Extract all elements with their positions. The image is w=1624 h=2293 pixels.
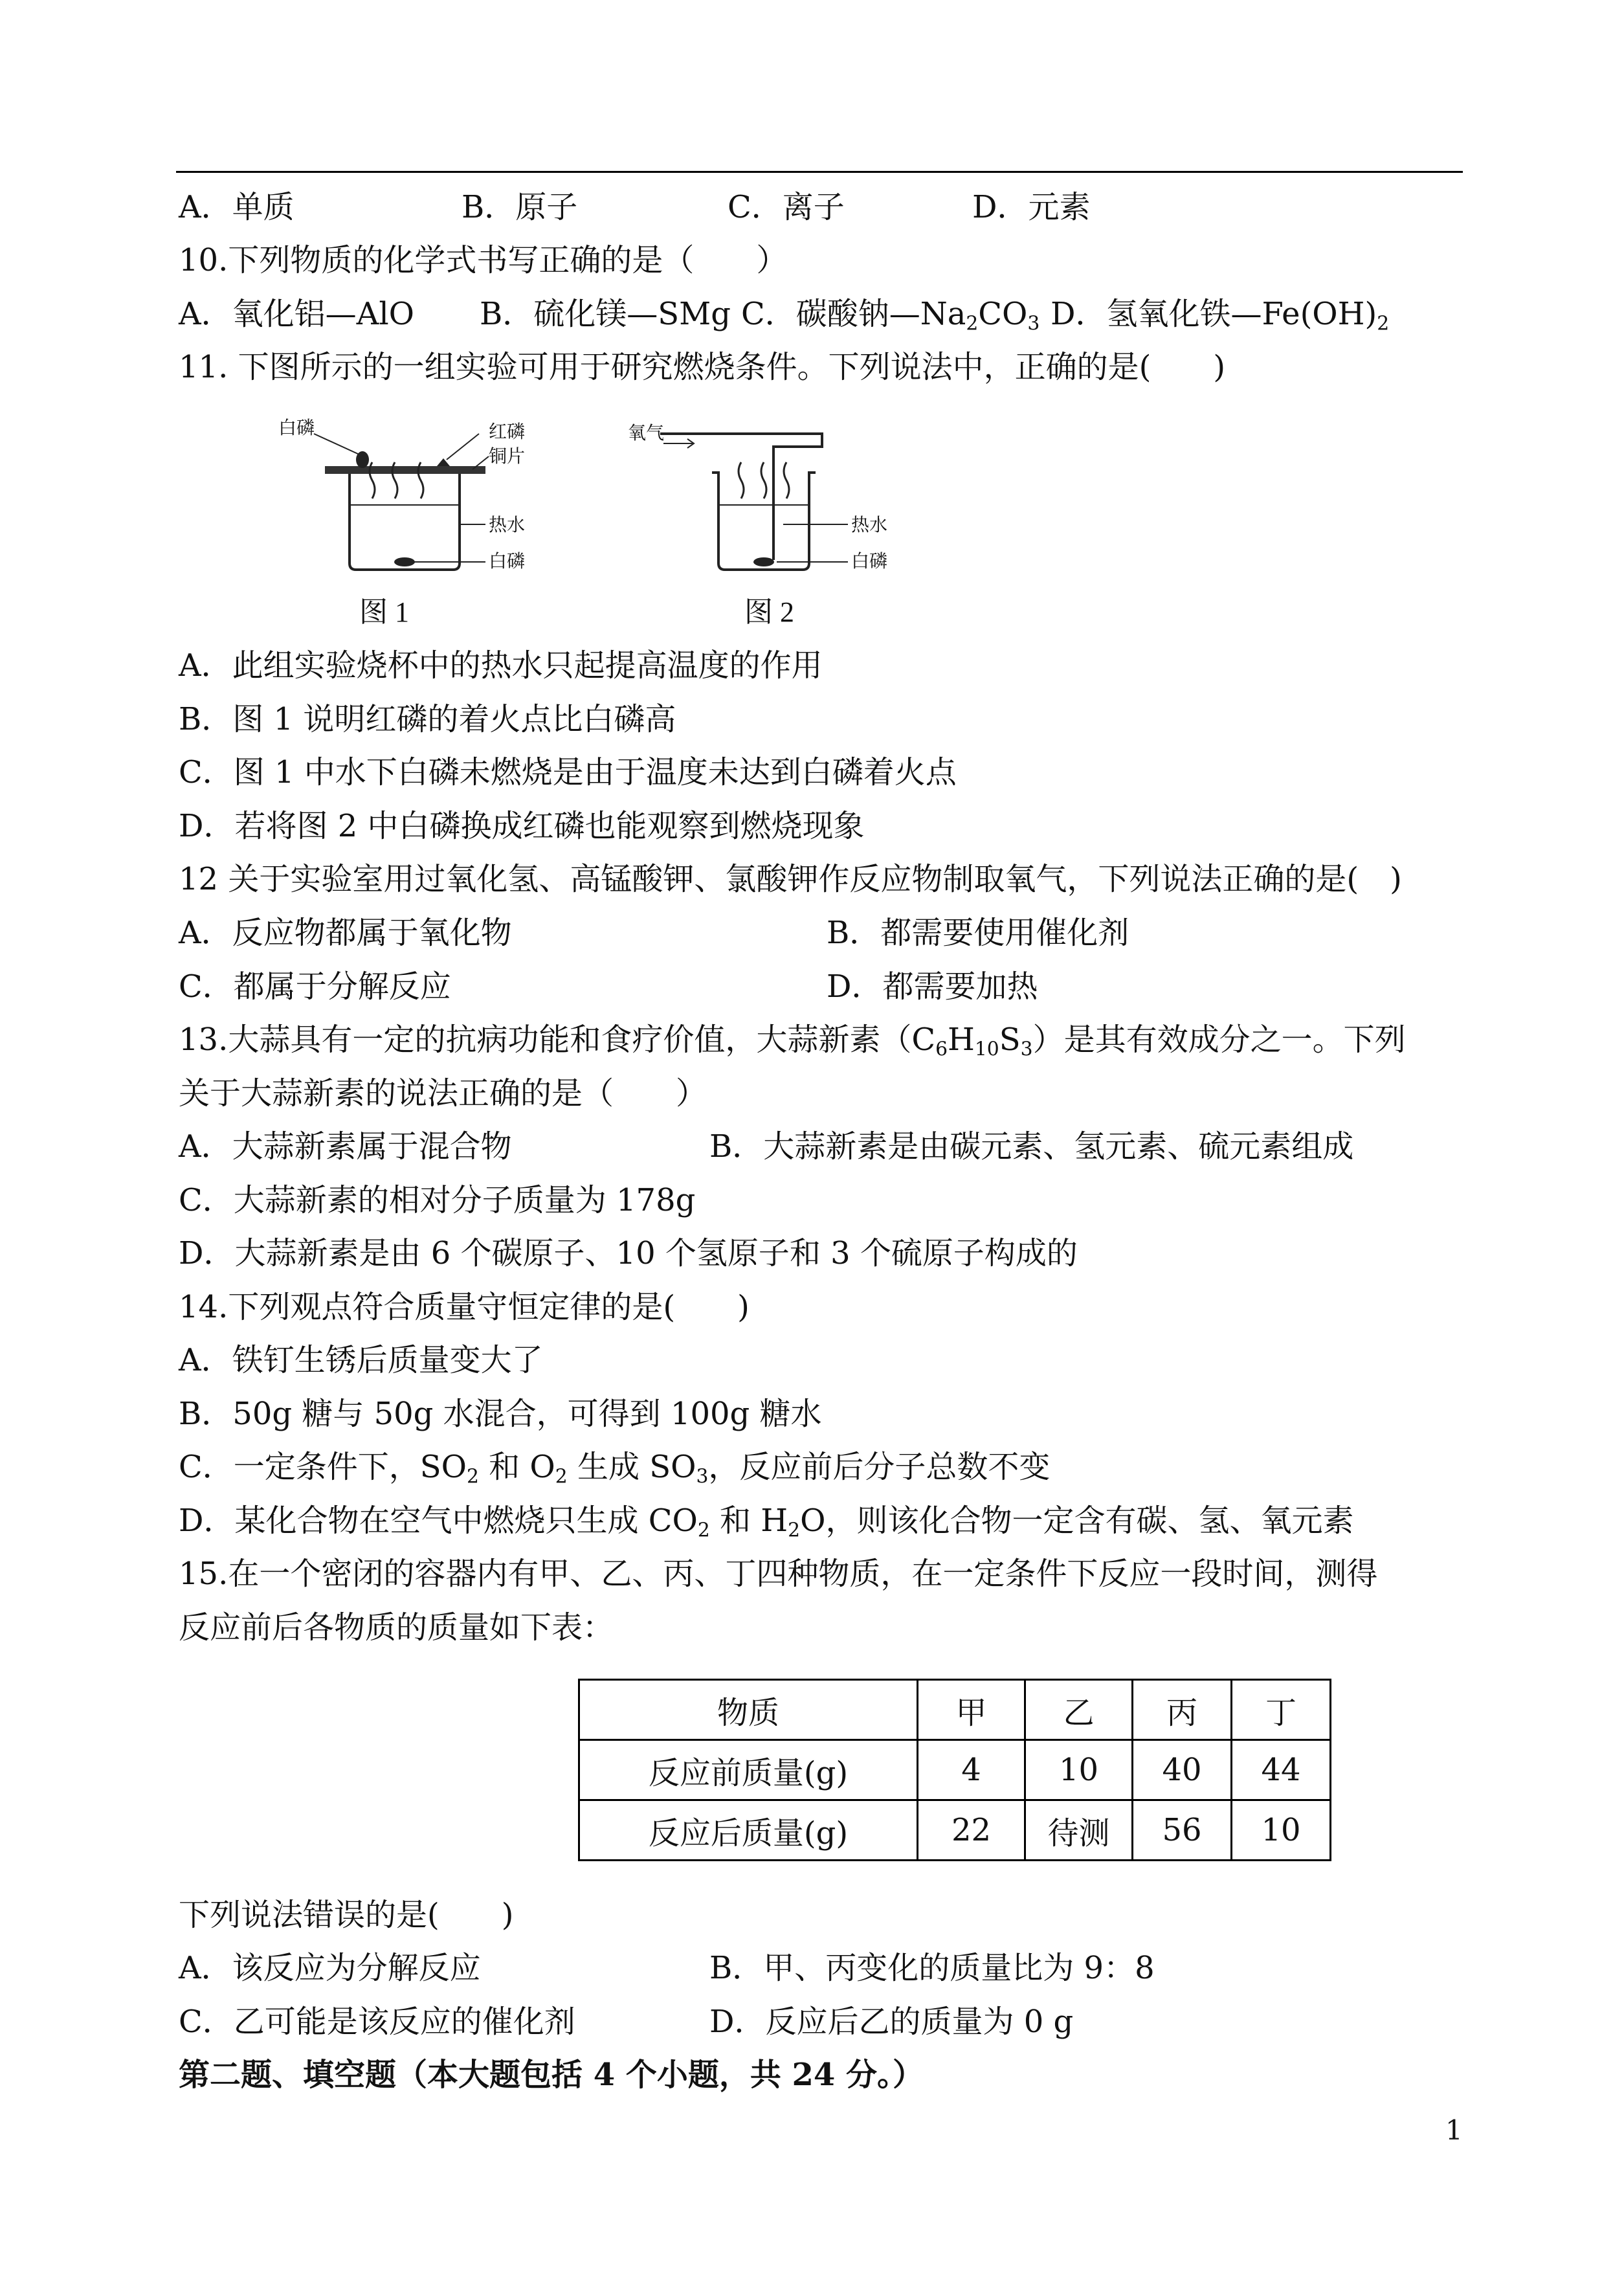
fig1-label-white-phosphorus-top: 白磷: [278, 418, 315, 438]
mass-table: [578, 1679, 1331, 1861]
q13-stem-line1: 13.大蒜具有一定的抗病功能和食疗价值，大蒜新素$(C_6H_{10}S_3)$是其有效成分之一。下列: [179, 1022, 1406, 1061]
q15-option-d: D．反应后乙的质量为 0 g: [709, 2004, 1074, 2040]
table-cell: 待测: [1025, 1800, 1133, 1861]
q12-options-row1: [179, 913, 1129, 952]
fig2-label-oxygen: 氧气: [628, 423, 665, 443]
q15-question: 下列说法错误的是( ): [179, 1897, 514, 1933]
fig2-label-white-phosphorus: 白磷: [851, 552, 888, 572]
table-cell: 10: [1025, 1740, 1133, 1800]
q12-option-c: C．都属于分解反应: [179, 968, 451, 1005]
fig2-caption: 图 2: [744, 596, 794, 628]
fig2-label-hot-water: 热水: [851, 515, 888, 535]
q13-option-a: A．大蒜新素属于混合物: [179, 1128, 512, 1165]
q11-option-a: A．此组实验烧杯中的热水只起提高温度的作用: [179, 647, 823, 684]
q10-option-d: D．氢氧化铁$—Fe(OH)_2$: [1051, 296, 1390, 335]
q10-option-c: C．碳酸钠$—Na_2CO_3$: [741, 296, 1040, 335]
q9-option-a: A．单质: [179, 189, 295, 225]
section-2-title: 第二题、填空题（本大题包括 4 个小题，共 24 分。）: [179, 2057, 924, 2093]
table-header-row: [579, 1680, 1331, 1740]
fig1-label-copper-plate: 铜片: [489, 447, 526, 467]
table-cell: 22: [918, 1800, 1025, 1861]
q10-option-b: B．硫化镁—SMg: [480, 296, 731, 332]
table-cell: 反应前质量(g): [579, 1740, 918, 1800]
q14-option-d: D．某化合物在空气中燃烧只生成 $CO_2$ 和 $H_2O$，则该化合物一定含有碳、氢、氧元素: [179, 1503, 1354, 1542]
q9-option-b: B．原子: [462, 189, 578, 225]
figure-1: [314, 434, 489, 570]
table-cell: 44: [1232, 1740, 1331, 1800]
table-header-cell: 物质: [579, 1680, 918, 1740]
q12-option-b: B．都需要使用催化剂: [827, 915, 1129, 951]
q11-option-c: C．图 1 中水下白磷未燃烧是由于温度未达到白磷着火点: [179, 754, 957, 790]
table-cell: 反应后质量(g): [579, 1800, 918, 1861]
table-header-cell: 丁: [1232, 1680, 1331, 1740]
page-number: 1: [1445, 2114, 1463, 2146]
fig1-label-white-phosphorus-bottom: 白磷: [489, 552, 526, 572]
q14-option-c: C．一定条件下，$SO_2$ 和 $O_2$ 生成 $SO_3$，反应前后分子总数不变: [179, 1449, 1051, 1488]
q13-stem-line2: 关于大蒜新素的说法正确的是（ ）: [179, 1075, 707, 1112]
q10-options: [179, 295, 1390, 335]
q9-option-c: C．离子: [728, 189, 845, 225]
table-cell: 40: [1133, 1740, 1232, 1800]
q15-options-row1: [179, 1949, 1155, 1987]
fig1-label-red-phosphorus: 红磷: [489, 422, 526, 442]
q9-options: [179, 188, 1091, 227]
q14-option-a: A．铁钉生锈后质量变大了: [179, 1342, 543, 1378]
q13-option-c: C．大蒜新素的相对分子质量为 178g: [179, 1182, 696, 1218]
q11-stem: 11. 下图所示的一组实验可用于研究燃烧条件。下列说法中，正确的是( ): [179, 349, 1226, 385]
q13-option-b: B．大蒜新素是由碳元素、氢元素、硫元素组成: [709, 1128, 1354, 1165]
q15-stem-line1: 15.在一个密闭的容器内有甲、乙、丙、丁四种物质，在一定条件下反应一段时间，测得: [179, 1556, 1378, 1592]
q13-option-d: D．大蒜新素是由 6 个碳原子、10 个氢原子和 3 个硫原子构成的: [179, 1235, 1078, 1271]
figure-1-labels: [278, 418, 525, 628]
q15-stem-line2: 反应前后各物质的质量如下表：: [179, 1609, 614, 1646]
header-rule: [176, 171, 1463, 173]
q15-option-b: B．甲、丙变化的质量比为 9：8: [709, 1950, 1155, 1986]
q12-stem: 12 关于实验室用过氧化氢、高锰酸钾、氯酸钾作反应物制取氧气，下列说法正确的是( ): [179, 861, 1402, 897]
table-header-cell: 甲: [918, 1680, 1025, 1740]
figure-2: [660, 434, 848, 570]
q15-options-row2: [179, 2002, 1074, 2041]
table-row: [579, 1740, 1331, 1800]
q14-option-b: B．50g 糖与 50g 水混合，可得到 100g 糖水: [179, 1396, 822, 1432]
q15-option-c: C．乙可能是该反应的催化剂: [179, 2004, 575, 2040]
q11-option-b: B．图 1 说明红磷的着火点比白磷高: [179, 701, 676, 737]
table-cell: 4: [918, 1740, 1025, 1800]
q10-option-a: A．氧化铝—AlO: [179, 296, 415, 332]
q12-option-d: D．都需要加热: [827, 968, 1038, 1005]
q13-options-row1: [179, 1127, 1354, 1166]
table-header-cell: 丙: [1133, 1680, 1232, 1740]
q15-option-a: A．该反应为分解反应: [179, 1950, 481, 1986]
table-header-cell: 乙: [1025, 1680, 1133, 1740]
fig1-label-hot-water: 热水: [489, 515, 526, 535]
table-row: [579, 1800, 1331, 1861]
q10-stem: 10.下列物质的化学式书写正确的是（ ）: [179, 242, 788, 278]
table-cell: 10: [1232, 1800, 1331, 1861]
q12-option-a: A．反应物都属于氧化物: [179, 915, 512, 951]
q12-options-row2: [179, 967, 1038, 1006]
combustion-experiment-figure: [265, 408, 919, 647]
q14-stem: 14.下列观点符合质量守恒定律的是( ): [179, 1289, 750, 1325]
figure-2-labels: [628, 423, 887, 628]
q11-option-d: D．若将图 2 中白磷换成红磷也能观察到燃烧现象: [179, 808, 865, 844]
q9-option-d: D．元素: [972, 189, 1091, 225]
fig1-caption: 图 1: [359, 596, 409, 628]
table-cell: 56: [1133, 1800, 1232, 1861]
